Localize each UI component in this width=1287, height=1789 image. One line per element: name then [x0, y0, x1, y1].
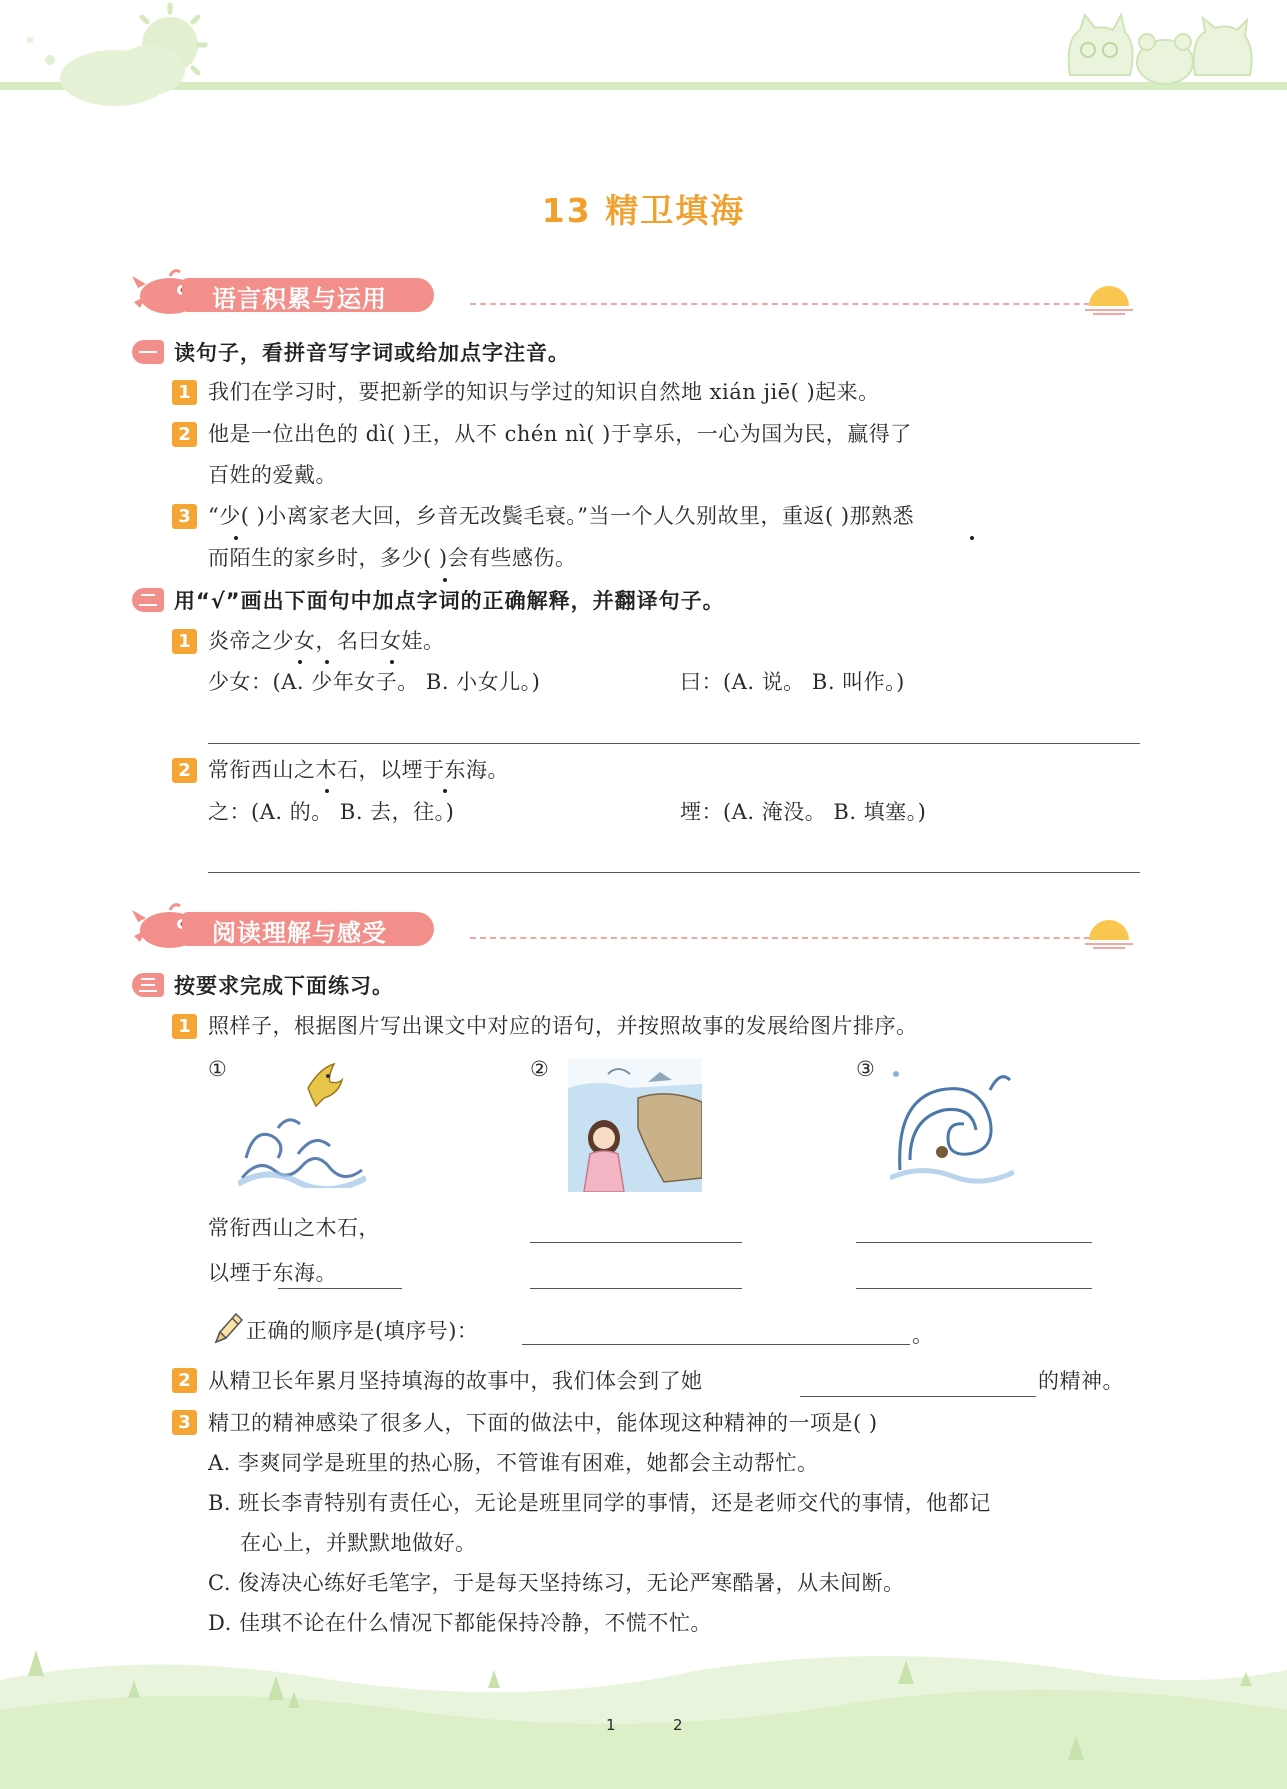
section-title-1: 语言积累与运用 [212, 285, 387, 313]
girl-at-sea-picture [568, 1058, 702, 1192]
emphasis-dot [325, 789, 329, 793]
q1-item-2-line-1: 他是一位出色的 dì( )王，从不 chén nì( )于享乐，一心为国为民，赢得了 [208, 422, 912, 446]
q2-item-2-options-b: 堙：(A. 淹没。 B. 填塞。) [680, 800, 927, 824]
q2-item-1-options-a: 少女：(A. 少年女子。 B. 小女儿。) [208, 670, 541, 694]
spirit-answer-line[interactable] [800, 1396, 1036, 1397]
answer-line[interactable] [208, 872, 1140, 873]
sample-underline [278, 1288, 402, 1289]
picture-label-1: ① [208, 1057, 228, 1081]
item-number: 2 [172, 758, 197, 783]
setting-sun-icon [1085, 920, 1133, 950]
emphasis-dot [443, 578, 447, 582]
q2-item-1-sentence: 炎帝之少女，名曰女娃。 [208, 629, 445, 653]
page-title: 13 精卫填海 [541, 191, 746, 230]
setting-sun-icon [1085, 286, 1133, 316]
order-prompt: 正确的顺序是(填序号)： [246, 1319, 479, 1343]
animal-friends-icon [1055, 0, 1255, 90]
emphasis-dot [234, 536, 238, 540]
sun-cloud-icon [20, 0, 210, 110]
bottom-hills-decoration [0, 1640, 1287, 1789]
q2-item-2-options-a: 之：(A. 的。 B. 去，往。) [208, 800, 455, 824]
item-number: 1 [172, 1014, 197, 1039]
item-number: 1 [172, 629, 197, 654]
item-number: 3 [172, 1410, 197, 1435]
order-end: 。 [912, 1323, 934, 1347]
picture-label-3: ③ [856, 1057, 876, 1081]
answer-line-picture-2[interactable] [530, 1242, 742, 1243]
q3-item-2-part-a: 从精卫长年累月坚持填海的故事中，我们体会到了她 [208, 1369, 703, 1393]
option-b-line-1: B. 班长李青特别有责任心，无论是班里同学的事情，还是老师交代的事情，他都记 [208, 1491, 991, 1515]
emphasis-dot [325, 660, 329, 664]
pencil-icon [212, 1310, 244, 1346]
emphasis-dot [970, 536, 974, 540]
q3-item-3: 精卫的精神感染了很多人，下面的做法中，能体现这种精神的一项是( ) [208, 1411, 878, 1435]
page-number: 2 [673, 1716, 683, 1734]
order-answer-line[interactable] [522, 1344, 910, 1345]
item-number: 2 [172, 1368, 197, 1393]
question-badge-2 [132, 588, 164, 612]
option-a: A. 李爽同学是班里的热心肠，不管谁有困难，她都会主动帮忙。 [208, 1451, 819, 1475]
question-3-header: 按要求完成下面练习。 [174, 974, 394, 998]
q1-item-2-line-2: 百姓的爱戴。 [208, 463, 337, 487]
option-d: D. 佳琪不论在什么情况下都能保持冷静，不慌不忙。 [208, 1611, 712, 1635]
answer-line-picture-3[interactable] [856, 1242, 1092, 1243]
q3-item-2-part-b: 的精神。 [1038, 1369, 1124, 1393]
picture-label-2: ② [530, 1057, 550, 1081]
bird-over-waves-picture [238, 1058, 366, 1188]
question-badge-3 [132, 973, 164, 997]
section-banner-1 [130, 268, 1142, 320]
item-number: 2 [172, 422, 197, 447]
banner-dashed-line [470, 303, 1120, 305]
q2-item-1-options-b: 曰：(A. 说。 B. 叫作。) [680, 670, 905, 694]
option-c: C. 俊涛决心练好毛笔字，于是每天坚持练习，无论严寒酷暑，从未间断。 [208, 1571, 905, 1595]
answer-line[interactable] [208, 743, 1140, 744]
question-1-header: 读句子，看拼音写字词或给加点字注音。 [174, 341, 570, 365]
item-number: 1 [172, 380, 197, 405]
section-title-2: 阅读理解与感受 [212, 919, 387, 947]
q1-item-3-line-1: “少( )小离家老大回，乡音无改鬓毛衰。”当一个人久别故里，重返( )那熟悉 [208, 504, 915, 528]
q2-item-2-sentence: 常衔西山之木石，以堙于东海。 [208, 758, 509, 782]
big-wave-picture [890, 1060, 1014, 1186]
answer-line-picture-2[interactable] [530, 1288, 742, 1289]
question-2-header: 用“√”画出下面句中加点字词的正确解释，并翻译句子。 [174, 589, 725, 613]
emphasis-dot [298, 660, 302, 664]
option-b-line-2: 在心上，并默默地做好。 [240, 1531, 477, 1555]
sample-answer-line-1: 常衔西山之木石， [208, 1216, 380, 1240]
item-number: 3 [172, 504, 197, 529]
sample-answer-line-2: 以堙于东海。 [208, 1261, 337, 1285]
q3-item-1: 照样子，根据图片写出课文中对应的语句，并按照故事的发展给图片排序。 [208, 1014, 918, 1038]
emphasis-dot [390, 660, 394, 664]
emphasis-dot [443, 789, 447, 793]
section-banner-2 [130, 902, 1142, 954]
banner-dashed-line [470, 937, 1120, 939]
page-number: 1 [606, 1716, 616, 1734]
q1-item-3-line-2: 而陌生的家乡时，多少( )会有些感伤。 [208, 546, 577, 570]
answer-line-picture-3[interactable] [856, 1288, 1092, 1289]
question-badge-1 [132, 340, 164, 364]
q1-item-1: 我们在学习时，要把新学的知识与学过的知识自然地 xián jiē( )起来。 [208, 380, 880, 404]
